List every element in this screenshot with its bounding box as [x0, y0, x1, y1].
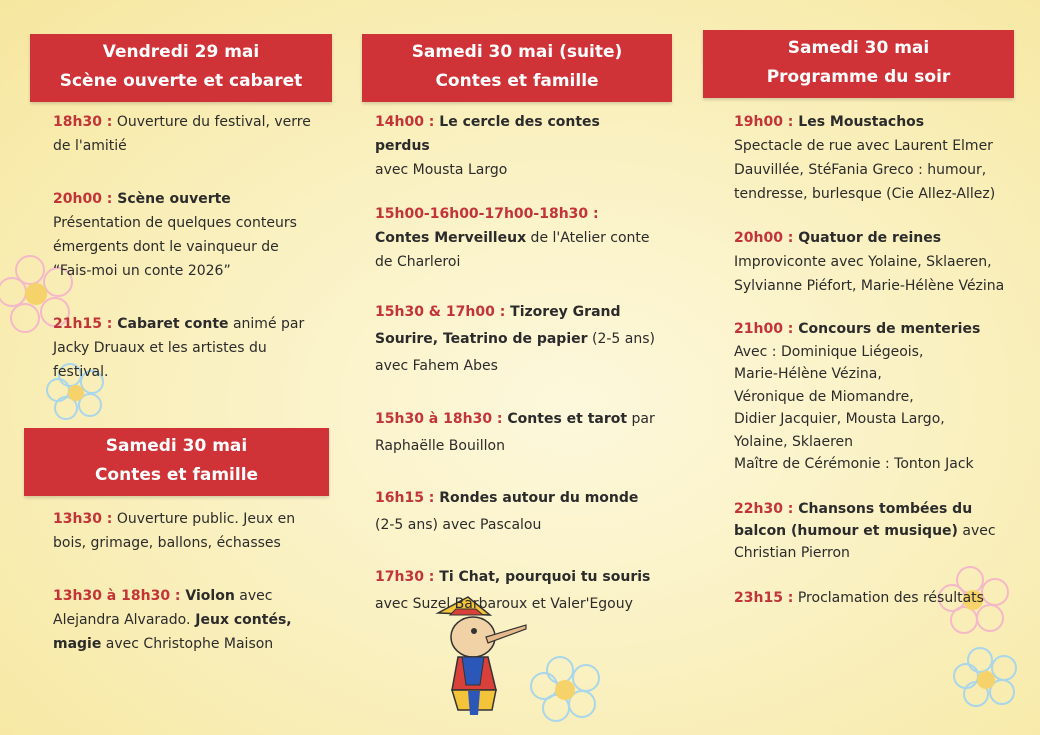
entry-title: Cabaret conte — [112, 316, 229, 332]
entry-text: Improviconte avec Yolaine, Sklaeren, Sylvianne Piéfort, Marie-Hélène Vézina — [734, 254, 1005, 294]
entry-title: Contes Merveilleux — [375, 230, 527, 246]
entry-time: 21h00 : — [734, 321, 794, 337]
entry-text: Spectacle de rue avec Laurent Elmer Dauvillée, StéFania Greco : humour, tendresse, burlesque (Cie Allez-Allez) — [734, 138, 996, 202]
entry-time: 22h30 : — [734, 500, 794, 517]
column-vendredi — [53, 110, 315, 384]
entry-title: Les Moustachos — [793, 114, 925, 130]
entry-text: avec Mousta Largo — [375, 162, 508, 178]
entry-text: Proclamation des résultats — [793, 589, 984, 606]
entry-time: 20h00 : — [53, 191, 113, 207]
entry-line: Avec : Dominique Liégeois, — [734, 343, 924, 360]
entry-text: animé par Jacky Druaux et les artistes du festival. — [53, 316, 305, 380]
schedule-entry — [375, 564, 655, 618]
banner-samedi-suite — [362, 34, 672, 102]
entry-title: Quatuor de reines — [793, 230, 942, 246]
schedule-entry — [734, 110, 1014, 206]
entry-text: avec Suzel Barbaroux et Valer'Egouy — [375, 596, 633, 612]
column-samedi-famille — [53, 507, 315, 656]
banner-subtitle: Programme du soir — [766, 67, 951, 87]
schedule-entry — [53, 507, 315, 555]
schedule-entry — [734, 318, 1014, 476]
entry-line: Marie-Hélène Vézina, — [734, 366, 882, 382]
entry-time: 19h00 : — [734, 114, 794, 130]
entry-time: 13h30 à 18h30 : — [53, 588, 181, 604]
entry-line: Maître de Cérémonie : Tonton Jack — [734, 456, 974, 472]
entry-text: avec Christian Pierron — [734, 522, 996, 561]
entry-time: 15h30 & 17h00 : — [375, 304, 506, 320]
schedule-entry — [734, 498, 1014, 564]
banner-title: Samedi 30 mai (suite) — [411, 42, 623, 62]
banner-subtitle: Scène ouverte et cabaret — [59, 71, 303, 91]
entry-title: Le cercle des contes perdus — [375, 114, 600, 154]
entry-text: Présentation de quelques conteurs émergents dont le vainqueur de “Fais-moi un conte 2026” — [53, 215, 297, 279]
schedule-entry — [734, 226, 1014, 298]
entry-time: 20h00 : — [734, 230, 794, 246]
entry-title: Ti Chat, pourquoi tu souris — [434, 569, 651, 585]
entry-time: 15h00-16h00-17h00-18h30 : — [375, 206, 599, 222]
entry-text: (2-5 ans) avec Pascalou — [375, 517, 542, 533]
entry-time: 18h30 : — [53, 114, 113, 130]
schedule-entry — [375, 110, 655, 182]
banner-title: Samedi 30 mai — [787, 38, 930, 58]
banner-vendredi — [30, 34, 332, 102]
entry-text: avec Christophe Maison — [101, 636, 274, 652]
schedule-entry — [375, 485, 655, 539]
column-programme-soir — [734, 110, 1014, 610]
schedule-entry — [734, 586, 1014, 610]
entry-title: Chansons tombées du balcon (humour et musique) — [734, 500, 973, 539]
entry-text: Ouverture du festival, verre de l'amitié — [53, 114, 311, 154]
entry-time: 23h15 : — [734, 589, 794, 606]
entry-title: Tizorey Grand Sourire, Teatrino de papier — [375, 304, 621, 347]
entry-line: Yolaine, Sklaeren — [734, 433, 854, 450]
entry-title: Concours de menteries — [793, 321, 981, 337]
entry-line: Didier Jacquier, Mousta Largo, — [734, 411, 945, 427]
banner-samedi-famille — [24, 428, 329, 496]
schedule-entry — [375, 299, 655, 380]
schedule-entry — [375, 406, 655, 460]
entry-title: Jeux contés, magie — [53, 612, 292, 652]
entry-title: Scène ouverte — [112, 191, 231, 207]
entry-text: de l'Atelier conte de Charleroi — [375, 230, 650, 270]
entry-time: 13h30 : — [53, 511, 113, 527]
entry-title: Rondes autour du monde — [434, 490, 639, 506]
entry-text: (2-5 ans) avec Fahem Abes — [375, 331, 655, 374]
banner-title: Vendredi 29 mai — [102, 42, 260, 62]
entry-text: Ouverture public. Jeux en bois, grimage, ballons, échasses — [53, 511, 296, 551]
column-samedi-suite — [375, 110, 655, 618]
schedule-entry — [53, 110, 315, 158]
entry-time: 16h15 : — [375, 490, 435, 506]
entry-line: Véronique de Miomandre, — [734, 388, 914, 405]
entry-time: 17h30 : — [375, 569, 435, 585]
banner-programme-soir — [703, 30, 1014, 98]
entry-text: par Raphaëlle Bouillon — [375, 411, 655, 454]
entry-text: avec Alejandra Alvarado. — [53, 588, 273, 628]
banner-title: Samedi 30 mai — [105, 436, 248, 456]
schedule-entry — [53, 312, 315, 384]
banner-subtitle: Contes et famille — [94, 465, 259, 485]
entry-time: 15h30 à 18h30 : — [375, 411, 503, 427]
schedule-entry — [375, 202, 655, 274]
entry-time: 14h00 : — [375, 114, 435, 130]
schedule-entry — [53, 187, 315, 283]
entry-title: Contes et tarot — [502, 411, 628, 427]
entry-title: Violon — [180, 588, 235, 604]
entry-time: 21h15 : — [53, 316, 113, 332]
schedule-entry — [53, 584, 315, 656]
banner-subtitle: Contes et famille — [435, 71, 599, 91]
